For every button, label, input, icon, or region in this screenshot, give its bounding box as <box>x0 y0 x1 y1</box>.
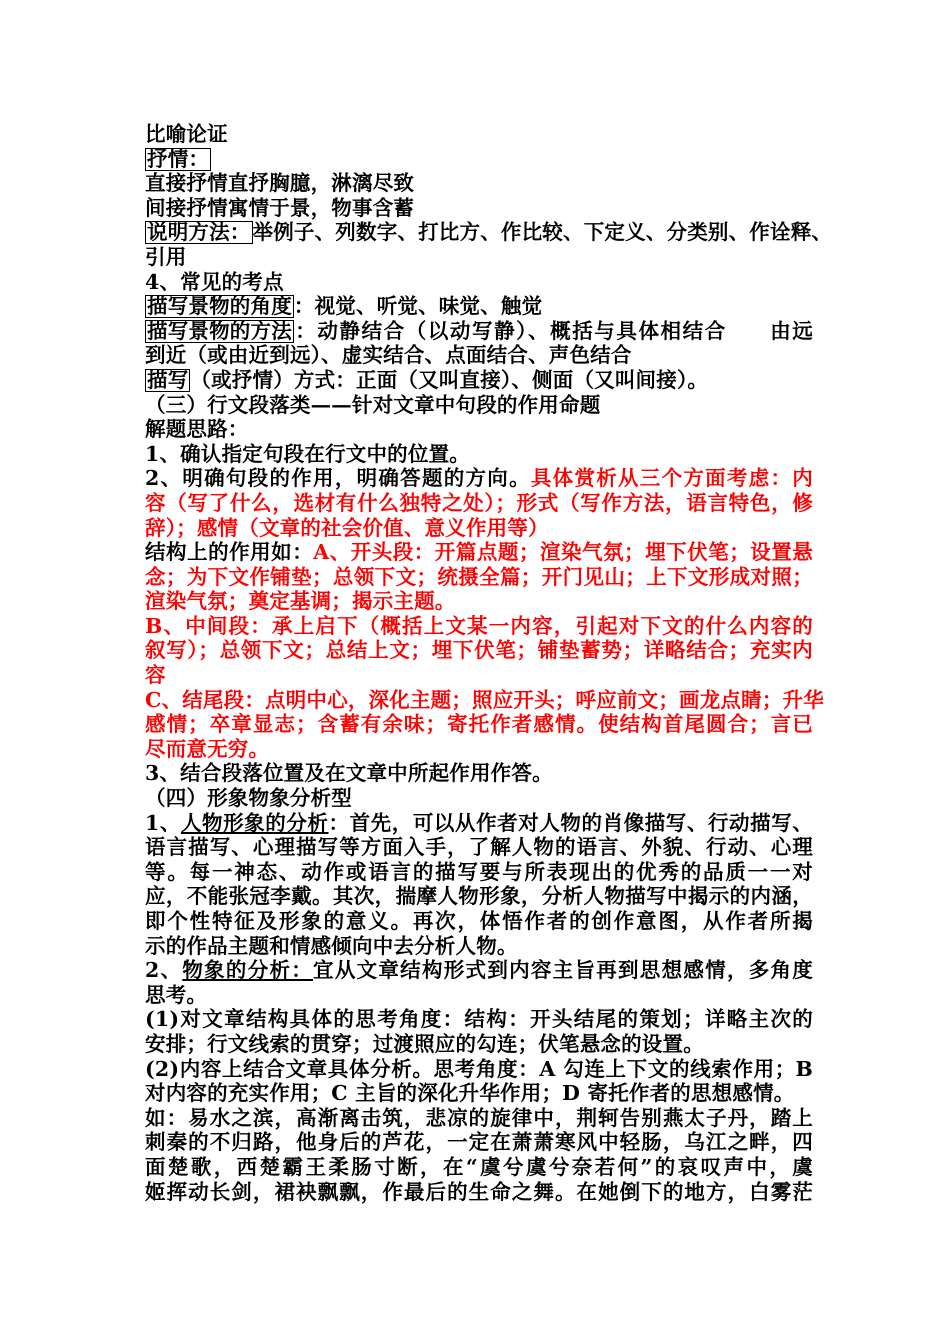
text-line: 刺秦的不归路，他身后的芦花，一定在萧萧寒风中轻肠，乌江之畔，四 <box>145 1130 813 1155</box>
text-line: 间接抒情寓情于景，物事含蓄 <box>145 195 415 220</box>
text-line: 如：易水之滨，高渐离击筑，悲凉的旋律中，荆轲告别燕太子丹，踏上 <box>145 1105 813 1130</box>
text-run: 结构上的作用如： <box>145 540 314 565</box>
boxed-term: 抒情： <box>147 146 210 171</box>
text-line <box>145 466 813 491</box>
boxed-term: 说明方法： <box>147 220 251 245</box>
text-line <box>145 220 833 245</box>
text-line: 面楚歌，西楚霸王柔肠寸断，在“虞兮虞兮奈若何”的哀叹声中，虞 <box>145 1154 813 1179</box>
text-line: 示的作品主题和情感倾向中去分析人物。 <box>145 933 518 958</box>
text-line: 引用 <box>145 244 187 269</box>
highlight-text: 感情；卒章显志；含蓄有余味；寄托作者感情。使结构首尾圆合；言已 <box>145 712 813 737</box>
highlight-text: 容（写了什么，选材有什么独特之处）；形式（写作方法，语言特色，修 <box>145 490 813 515</box>
highlight-text: 尽而意无穷。 <box>145 736 270 761</box>
text-line: 即个性特征及形象的意义。再次，体悟作者的创作意图，从作者所揭 <box>145 909 813 933</box>
text-line: 姬挥动长剑，裙袂飘飘，作最后的生命之舞。在她倒下的地方，白雾茫 <box>145 1179 813 1204</box>
text-run: 1、 <box>145 810 181 835</box>
boxed-term: 描写景物的方法 <box>147 318 292 343</box>
text-line: 3、结合段落位置及在文章中所起作用作答。 <box>145 761 553 786</box>
text-line: (1)对文章结构具体的思考角度：结构：开头结尾的策划；详略主次的 <box>145 1007 813 1032</box>
text-run: ：视觉、听觉、味觉、触觉 <box>293 294 543 319</box>
boxed-term: 描写景物的角度 <box>147 294 292 319</box>
text-line: 安排；行文线索的贯穿；过渡照应的勾连；伏笔悬念的设置。 <box>145 1031 704 1056</box>
highlight-text: 叙写）；总领下文；总结上文；埋下伏笔；铺垫蓄势；详略结合；充实内 <box>145 638 813 663</box>
document-page <box>145 122 833 1204</box>
text-line <box>145 811 813 836</box>
text-line: 对内容的充实作用；C 主旨的深化升华作用；D 寄托作者的思想感情。 <box>145 1081 795 1106</box>
highlight-text: B、中间段：承上启下（概括上文某一内容，引起对下文的什么内容的 <box>145 613 813 638</box>
section-heading: （三）行文段落类——针对文章中句段的作用命题 <box>145 392 601 417</box>
highlight-text: A、开头段：开篇点题；渲染气氛；埋下伏笔；设置悬 <box>313 540 813 565</box>
highlight-text: 容 <box>145 663 166 688</box>
text-run: （或抒情）方式：正面（又叫直接）、侧面（又叫间接）。 <box>190 367 709 392</box>
text-line: 到近（或由近到远）、虚实结合、点面结合、声色结合 <box>145 343 632 368</box>
highlight-text: 辞）；感情（文章的社会价值、意义作用等） <box>145 515 549 540</box>
text-run: 2、 <box>145 958 183 983</box>
section-heading: 4、常见的考点 <box>145 269 284 294</box>
text-line <box>145 540 813 565</box>
text-line: 思考。 <box>145 982 208 1007</box>
text-line: 语言描写、心理描写等方面入手，了解人物的语言、外貌、行动、心理 <box>145 835 813 860</box>
section-heading: （四）形象物象分析型 <box>145 786 352 811</box>
text-run: ：首先，可以从作者对人物的肖像描写、行动描写、 <box>328 810 813 835</box>
text-line <box>145 147 813 172</box>
underlined-term: 物象的分析： <box>182 958 314 983</box>
highlight-text: 渲染气氛；奠定基调；揭示主题。 <box>145 589 456 614</box>
text-line <box>145 958 813 983</box>
text-run: 由远 <box>768 318 814 343</box>
text-line <box>145 368 813 393</box>
highlight-text: C、结尾段：点明中心，深化主题；照应开头；呼应前文；画龙点睛；升华 <box>145 687 824 712</box>
text-line: 直接抒情直抒胸臆，淋漓尽致 <box>145 171 415 196</box>
underlined-term: 人物形象的分析 <box>180 810 329 835</box>
boxed-term: 描写 <box>147 367 189 392</box>
text-line: 1、确认指定句段在行文中的位置。 <box>145 441 470 466</box>
text-line <box>145 319 813 344</box>
highlight-text: 具体赏析从三个方面考虑：内 <box>530 466 813 491</box>
text-line: 等。每一神态、动作或语言的描写要与所表现出的优秀的品质一一对 <box>145 859 813 884</box>
text-line: 应，不能张冠李戴。其次，揣摩人物形象，分析人物描写中揭示的内涵， <box>145 884 813 909</box>
text-run: 举例子、列数字、打比方、作比较、下定义、分类别、作诠释、 <box>252 220 833 245</box>
highlight-text: 念；为下文作铺垫；总领下文；统摄全篇；开门见山；上下文形成对照； <box>145 564 813 589</box>
text-run: 宜从文章结构形式到内容主旨再到思想感情，多角度 <box>313 958 813 983</box>
text-line: (2)内容上结合文章具体分析。思考角度：A 勾连上下文的线索作用；B <box>145 1056 813 1081</box>
text-line <box>145 294 813 319</box>
text-run: 2、明确句段的作用，明确答题的方向。 <box>145 466 531 491</box>
text-run: ：动静结合（以动写静）、概括与具体相结合 <box>293 318 727 343</box>
text-line: 比喻论证 <box>145 122 228 146</box>
text-line: 解题思路： <box>145 417 249 442</box>
